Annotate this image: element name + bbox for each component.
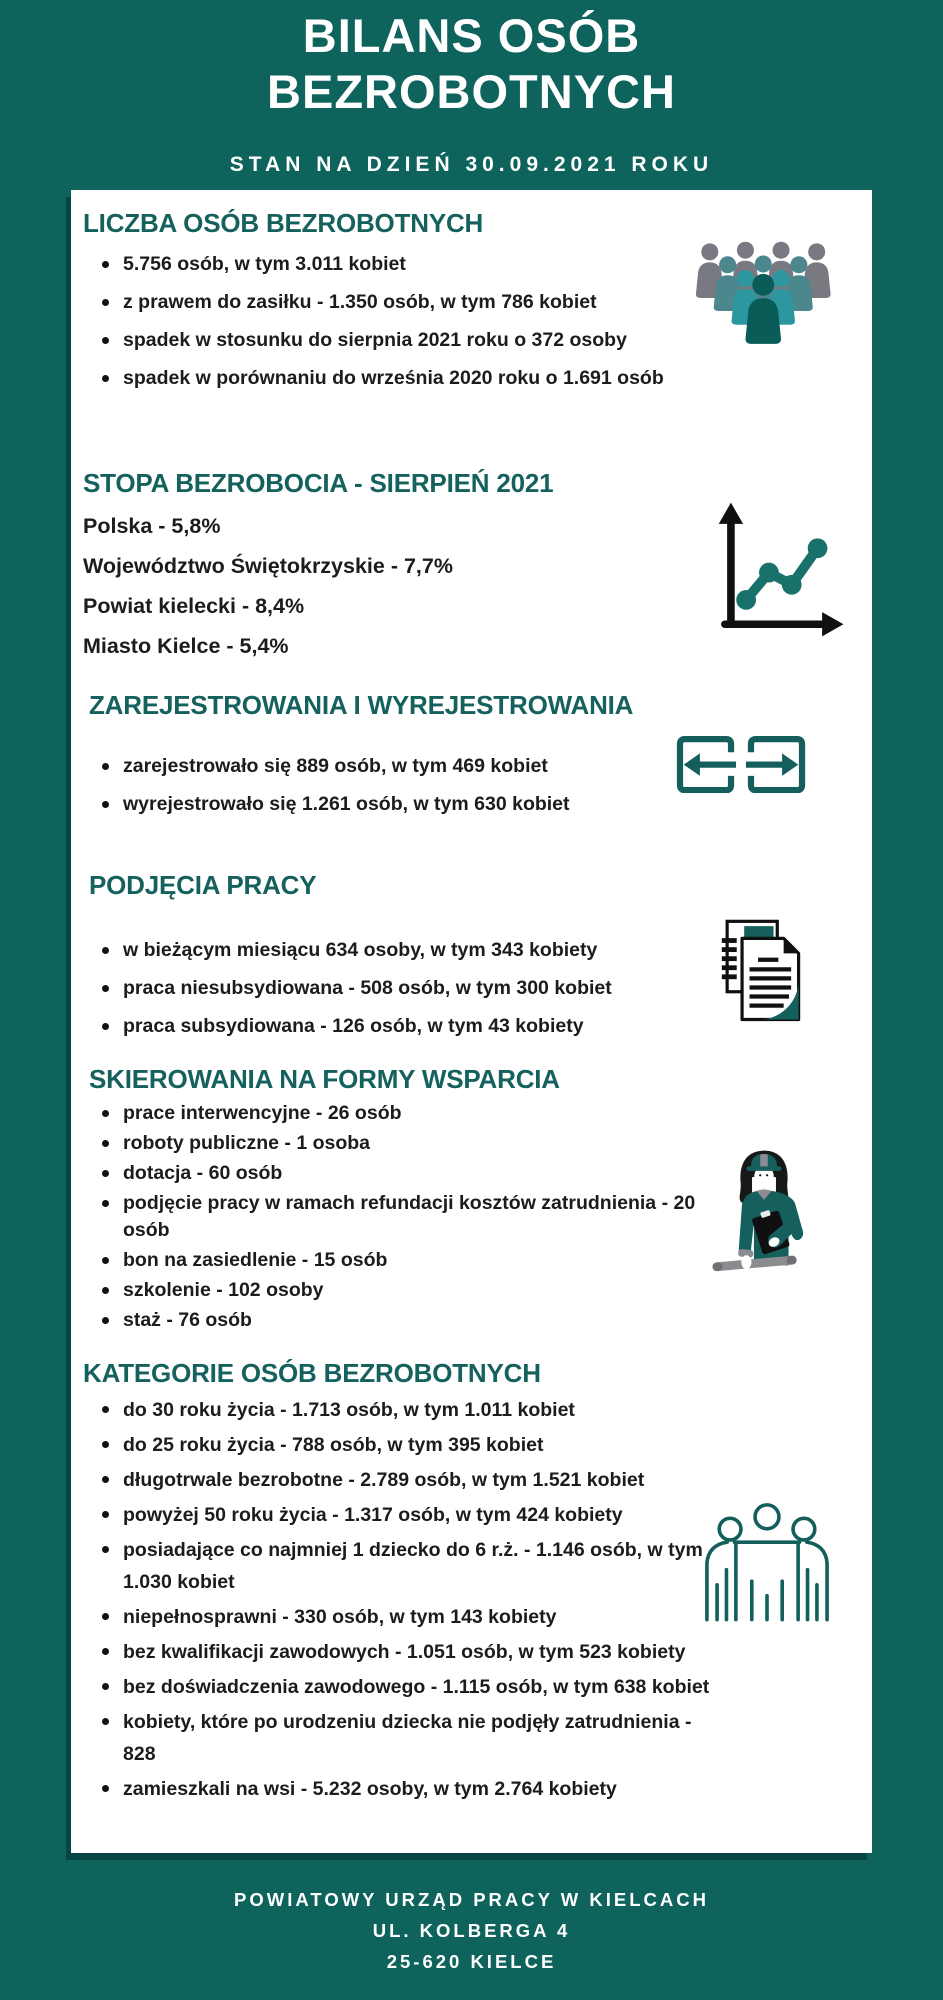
bullet-item: powyżej 50 roku życia - 1.317 osób, w tym 424 kobiety (123, 1499, 723, 1531)
bullet-item: staż - 76 osób (123, 1307, 733, 1334)
header (0, 0, 943, 120)
page-title-line1: BILANS OSÓB (302, 9, 641, 62)
bullet-item: kobiety, które po urodzeniu dziecka nie podjęły zatrudnienia - 828 (123, 1706, 723, 1770)
bullet-item: 5.756 osób, w tym 3.011 kobiet (123, 250, 668, 279)
section-heading: STOPA BEZROBOCIA - SIERPIEŃ 2021 (83, 468, 554, 498)
documents-icon (709, 916, 821, 1028)
bullet-item: roboty publiczne - 1 osoba (123, 1130, 733, 1157)
stat-line: Miasto Kielce - 5,4% (83, 634, 289, 658)
section-heading: KATEGORIE OSÓB BEZROBOTNYCH (83, 1358, 541, 1388)
section-heading: ZAREJESTROWANIA I WYREJESTROWANIA (89, 690, 634, 720)
crowd-icon (679, 234, 841, 356)
bullet-item: długotrwale bezrobotne - 2.789 osób, w tym 1.521 kobiet (123, 1464, 723, 1496)
line-chart-icon (699, 492, 851, 644)
stat-line: Powiat kielecki - 8,4% (83, 594, 305, 618)
bullet-item: podjęcie pracy w ramach refundacji kosztów zatrudnienia - 20 osób (123, 1190, 733, 1244)
bullet-item: do 30 roku życia - 1.713 osób, w tym 1.011 kobiet (123, 1394, 723, 1426)
bullet-list (83, 752, 723, 819)
bullet-item: niepełnosprawni - 330 osób, w tym 143 kobiety (123, 1601, 723, 1633)
bullet-item: w bieżącym miesiącu 634 osoby, w tym 343 kobiety (123, 936, 723, 965)
bullet-list (83, 1394, 723, 1805)
bullet-item: praca subsydiowana - 126 osób, w tym 43 kobiety (123, 1012, 723, 1041)
stat-line: Województwo Świętokrzyskie - 7,7% (83, 554, 453, 578)
section-heading: SKIEROWANIA NA FORMY WSPARCIA (89, 1064, 560, 1094)
section-heading: PODJĘCIA PRACY (89, 870, 317, 900)
stat-line: Polska - 5,8% (83, 514, 221, 538)
bullet-item: dotacja - 60 osób (123, 1160, 733, 1187)
content-card (71, 190, 872, 1853)
bullet-list (83, 1100, 733, 1334)
bullet-item: spadek w porównaniu do września 2020 roku o 1.691 osób (123, 364, 668, 393)
footer-org-name: POWIATOWY URZĄD PRACY W KIELCACH (234, 1889, 709, 1910)
bullet-item: praca niesubsydiowana - 508 osób, w tym 300 kobiet (123, 974, 723, 1003)
people-outline-icon (691, 1498, 843, 1625)
bullet-item: zarejestrowało się 889 osób, w tym 469 kobiet (123, 752, 723, 781)
bullet-item: bez kwalifikacji zawodowych - 1.051 osób, w tym 523 kobiety (123, 1636, 723, 1668)
bullet-list (83, 936, 723, 1041)
page-subtitle: STAN NA DZIEŃ 30.09.2021 ROKU (229, 153, 714, 176)
footer-city: 25-620 KIELCE (386, 1951, 557, 1972)
bullet-item: spadek w stosunku do sierpnia 2021 roku o 372 osoby (123, 326, 668, 355)
bullet-item: prace interwencyjne - 26 osób (123, 1100, 733, 1127)
bullet-list (83, 250, 668, 393)
transfer-arrows-icon (675, 736, 807, 793)
footer-street: UL. KOLBERGA 4 (372, 1920, 571, 1941)
bullet-item: zamieszkali na wsi - 5.232 osoby, w tym 2.764 kobiety (123, 1773, 723, 1805)
bullet-item: szkolenie - 102 osoby (123, 1277, 733, 1304)
bullet-item: z prawem do zasiłku - 1.350 osób, w tym 786 kobiet (123, 288, 668, 317)
bullet-item: do 25 roku życia - 788 osób, w tym 395 kobiet (123, 1429, 723, 1461)
bullet-item: wyrejestrowało się 1.261 osób, w tym 630 kobiet (123, 790, 723, 819)
page-title-line2: BEZROBOTNYCH (267, 65, 676, 118)
bullet-item: bez doświadczenia zawodowego - 1.115 osób, w tym 638 kobiet (123, 1671, 723, 1703)
bullet-item: bon na zasiedlenie - 15 osób (123, 1247, 733, 1274)
bullet-item: posiadające co najmniej 1 dziecko do 6 r.ż. - 1.146 osób, w tym 1.030 kobiet (123, 1534, 723, 1598)
section-heading: LICZBA OSÓB BEZROBOTNYCH (83, 208, 484, 238)
page-title (0, 0, 943, 120)
footer (0, 1884, 943, 1977)
worker-icon (701, 1128, 827, 1279)
